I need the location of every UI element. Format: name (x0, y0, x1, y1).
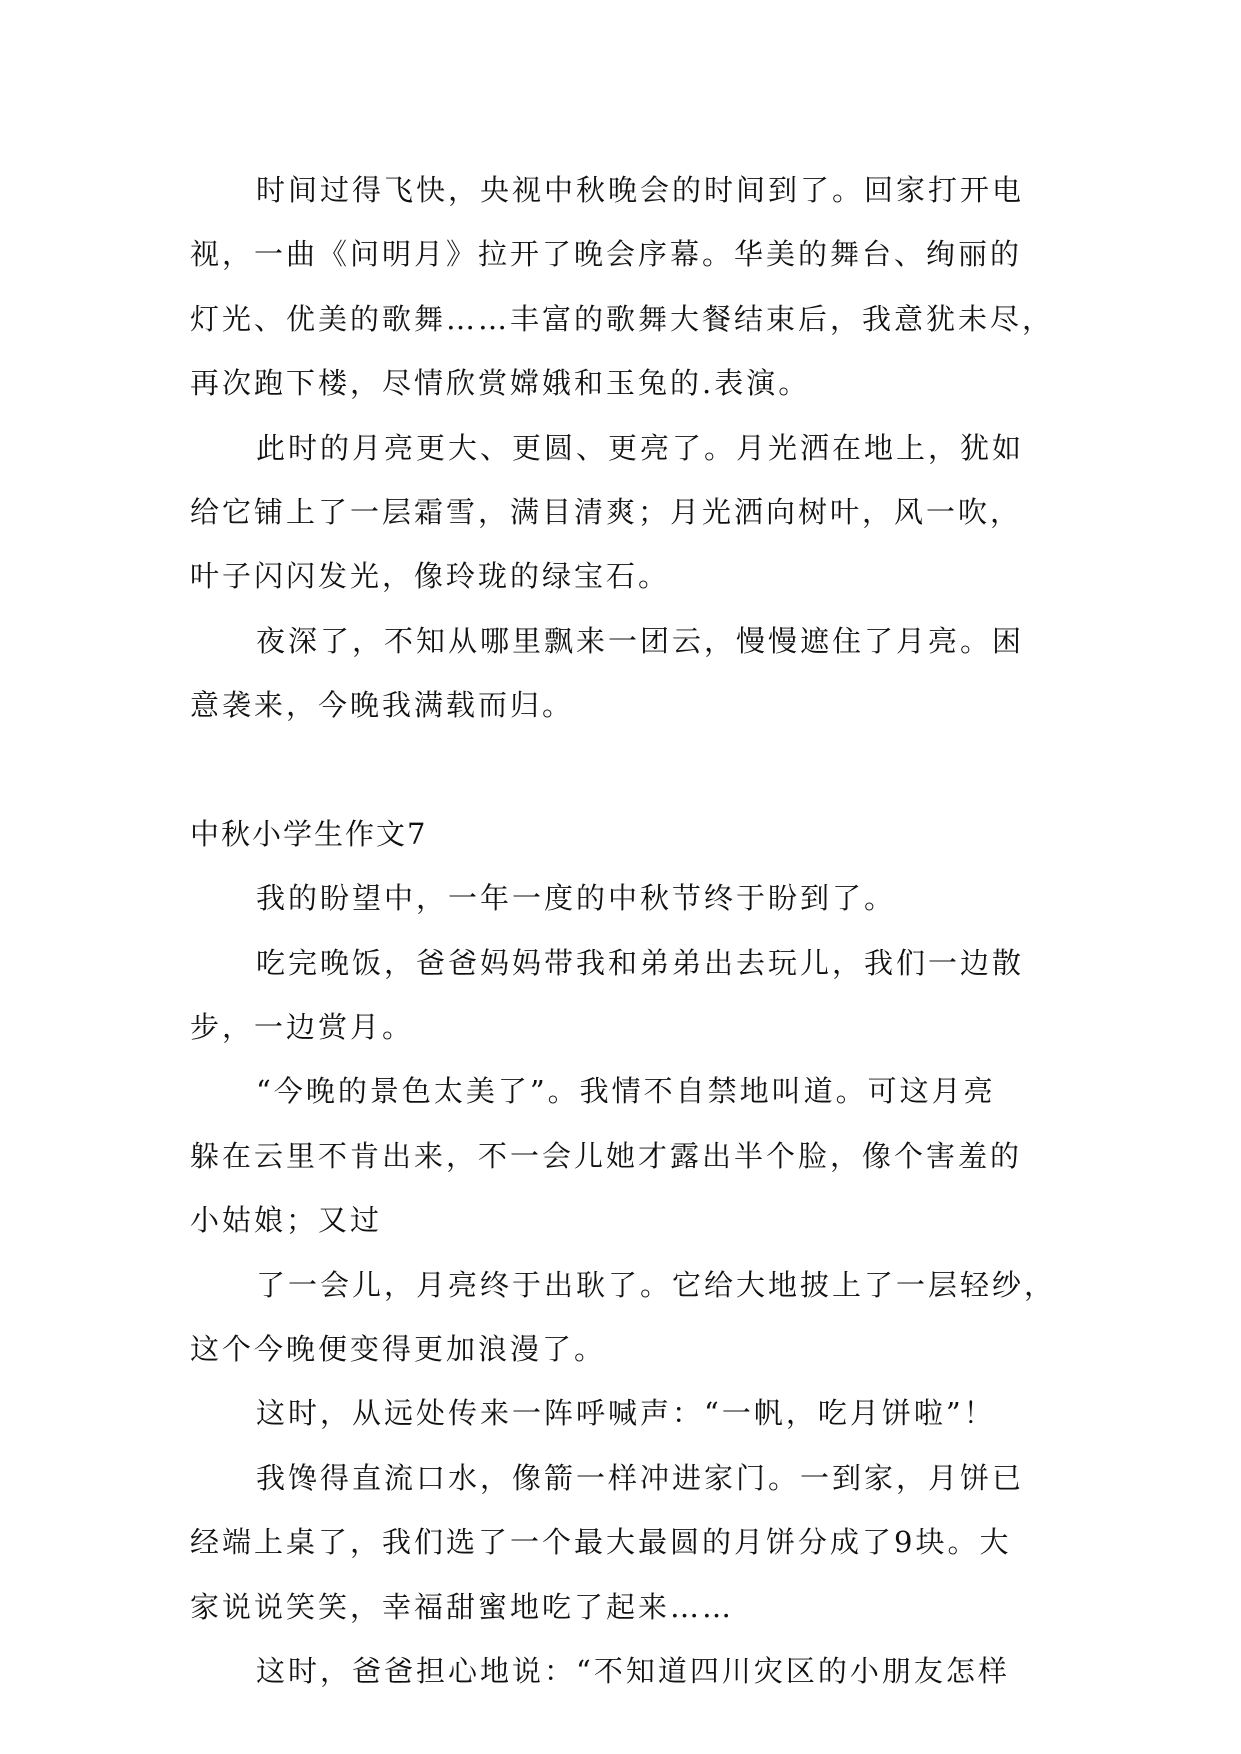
text-line: 这时，爸爸担心地说：“不知道四川灾区的小朋友怎样 (256, 1653, 1010, 1688)
text-line: 意袭来，今晚我满载而归。 (190, 688, 575, 723)
blank-line (190, 738, 1070, 802)
text-line: 吃完晚饭，爸爸妈妈带我和弟弟出去玩儿，我们一边散 (256, 945, 1025, 980)
text-line: 这个今晚便变得更加浪漫了。 (190, 1332, 607, 1367)
text-line: 这时，从远处传来一阵呼喊声：“一帆，吃月饼啦”！ (256, 1396, 996, 1431)
text-line: 小姑娘；又过 (190, 1203, 383, 1238)
text-line: 步，一边赏月。 (190, 1010, 415, 1045)
text-line: “今晚的景色太美了”。我情不自禁地叫道。可这月亮 (256, 1074, 996, 1109)
text-line: 了一会儿，月亮终于出耿了。它给大地披上了一层轻纱， (256, 1267, 1057, 1302)
text-line: 夜深了，不知从哪里飘来一团云，慢慢遮住了月亮。困 (256, 623, 1025, 658)
text-line: 给它铺上了一层霜雪，满目清爽；月光洒向树叶，风一吹， (190, 494, 1023, 529)
text-line: 躲在云里不肯出来，不一会儿她才露出半个脸，像个害羞的 (190, 1138, 1023, 1173)
text-line: 此时的月亮更大、更圆、更亮了。月光洒在地上，犹如 (256, 430, 1025, 465)
text-line: 灯光、优美的歌舞……丰富的歌舞大餐结束后，我意犹未尽， (190, 301, 1055, 336)
document-page (190, 158, 1070, 1703)
text-line: 我的盼望中，一年一度的中秋节终于盼到了。 (256, 881, 897, 916)
text-line: 叶子闪闪发光，像玲珑的绿宝石。 (190, 559, 671, 594)
section-heading: 中秋小学生作文7 (190, 816, 428, 851)
text-line: 经端上桌了，我们选了一个最大最圆的月饼分成了9块。大 (190, 1525, 1012, 1560)
text-line: 我馋得直流口水，像箭一样冲进家门。一到家，月饼已 (256, 1460, 1025, 1495)
text-line: 再次跑下楼，尽情欣赏嫦娥和玉兔的.表演。 (190, 366, 811, 401)
text-line: 时间过得飞快，央视中秋晚会的时间到了。回家打开电 (256, 173, 1025, 207)
text-line: 视，一曲《问明月》拉开了晚会序幕。华美的舞台、绚丽的 (190, 237, 1023, 272)
text-line: 家说说笑笑，幸福甜蜜地吃了起来…… (190, 1589, 735, 1624)
